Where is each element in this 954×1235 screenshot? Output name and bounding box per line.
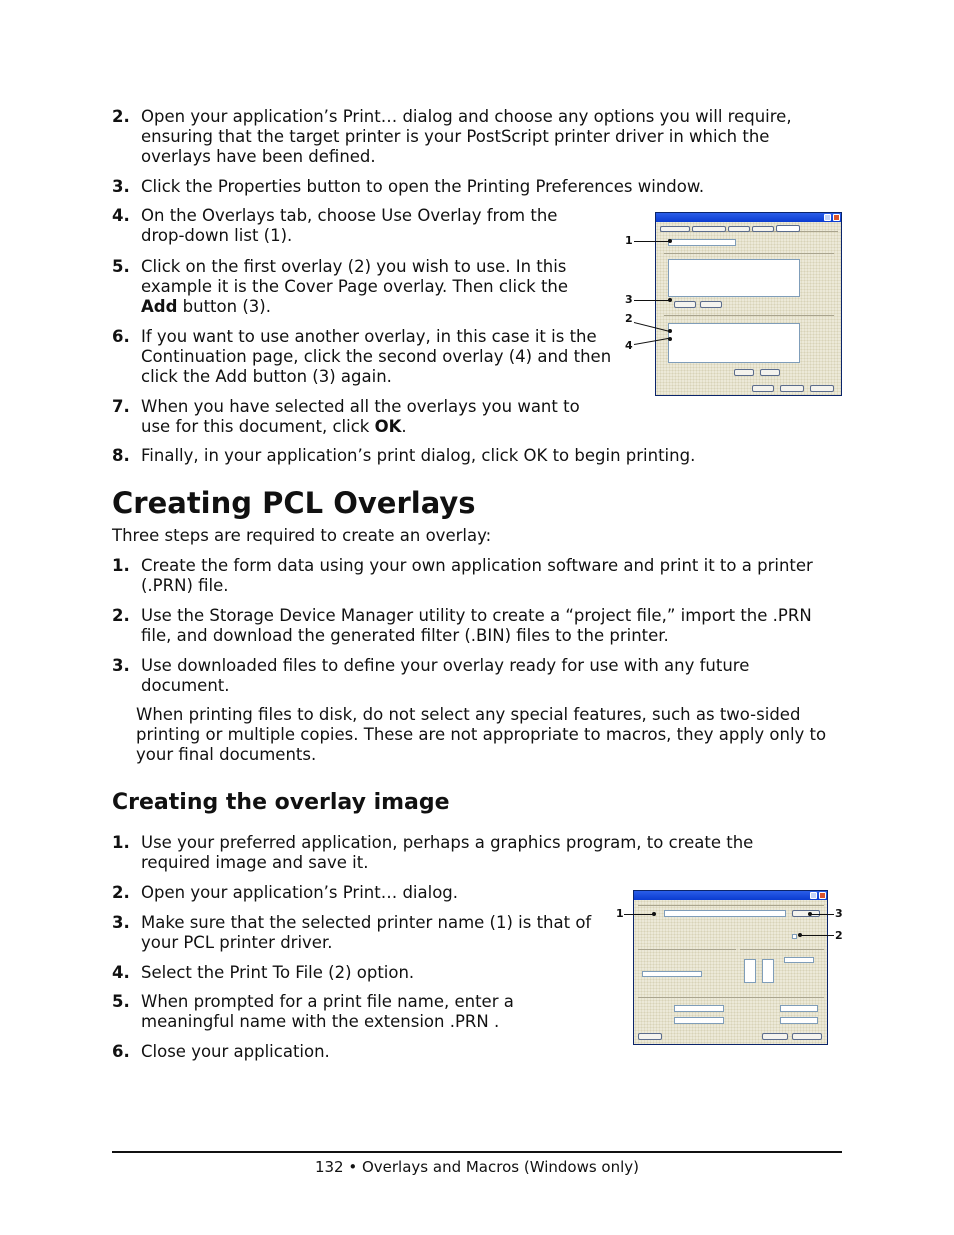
callout-label: 2 xyxy=(835,929,843,942)
cancel-button xyxy=(780,385,804,392)
group-divider xyxy=(638,949,736,950)
step-text: Use the Storage Device Manager utility to create a “project file,” import the .PRN file, and download the generated filter (.BIN) files to the printer. xyxy=(141,606,812,645)
collate-icon xyxy=(762,959,774,983)
group-divider xyxy=(638,905,824,906)
tab-layout xyxy=(660,226,690,232)
printing-preferences-screenshot xyxy=(620,210,845,398)
callout-label: 3 xyxy=(835,907,843,920)
list-item xyxy=(112,257,600,317)
section-heading: Creating PCL Overlays xyxy=(112,486,476,520)
callout-leader xyxy=(624,914,654,915)
step-text-part: button (3). xyxy=(177,297,271,316)
list-item xyxy=(112,833,824,873)
step-number: 1. xyxy=(112,556,130,575)
tab-options xyxy=(728,226,750,232)
step-number: 5. xyxy=(112,257,130,276)
callout-dot xyxy=(808,912,812,916)
callout-leader xyxy=(634,300,670,301)
pages-per-sheet-dropdown xyxy=(780,1005,818,1012)
callout-label: 4 xyxy=(625,339,633,352)
list-item xyxy=(112,656,824,696)
list-item xyxy=(112,397,604,437)
ok-button xyxy=(752,385,774,392)
callout-dot xyxy=(652,912,656,916)
step-number: 8. xyxy=(112,446,130,465)
list-item xyxy=(112,177,824,197)
page-footer: 132 • Overlays and Macros (Windows only) xyxy=(314,1158,640,1176)
callout-leader xyxy=(800,935,834,936)
step-number: 2. xyxy=(112,107,130,126)
group-divider xyxy=(638,997,824,998)
print-dropdown xyxy=(674,1017,724,1024)
tab-printing xyxy=(776,225,800,232)
step-text xyxy=(141,397,604,437)
footer-divider xyxy=(112,1151,842,1153)
step-text: If you want to use another overlay, in this case it is the Continuation page, click the second overlay (4) and then click the Add button (3) again. xyxy=(141,327,612,386)
options-button xyxy=(638,1033,662,1040)
group-divider xyxy=(664,253,834,254)
step-text: Create the form data using your own application software and print it to a printer (.PRN) file. xyxy=(141,556,813,595)
step-text-part: . xyxy=(401,417,407,436)
dialog-titlebar xyxy=(634,891,827,900)
step-number: 5. xyxy=(112,992,130,1011)
add-button xyxy=(674,301,696,308)
list-item xyxy=(112,556,842,596)
step-text: Select the Print To File (2) option. xyxy=(141,963,415,982)
step-text-part: When you have selected all the overlays you want to use for this document, click xyxy=(141,397,580,436)
callout-dot xyxy=(668,239,672,243)
step-text: Open your application’s Print… dialog and choose any options you will require, ensuring that the target printer is your PostScript printer driver in which the overlays have been defined. xyxy=(141,107,792,166)
step-number: 6. xyxy=(112,1042,130,1061)
help-icon xyxy=(810,892,817,899)
close-icon xyxy=(833,214,840,221)
step-text: Open your application’s Print… dialog. xyxy=(141,883,459,902)
close-icon xyxy=(819,892,826,899)
list-item xyxy=(112,606,842,646)
step-text: Use your preferred application, perhaps a graphics program, to create the required image and save it. xyxy=(141,833,754,872)
print-to-file-checkbox xyxy=(792,934,797,939)
step-text-bold: OK xyxy=(374,417,402,436)
callout-leader xyxy=(634,241,670,242)
step-number: 1. xyxy=(112,833,130,852)
scale-dropdown xyxy=(780,1017,818,1024)
step-number: 4. xyxy=(112,206,130,225)
note-paragraph: When printing files to disk, do not select any special features, such as two-sided printing or multiple copies. These are not appropriate to macros, they apply only to your final documents. xyxy=(136,705,827,764)
dialog-titlebar xyxy=(656,213,841,222)
dialog-window xyxy=(655,212,842,396)
list-item xyxy=(112,1042,592,1062)
use-overlay-dropdown xyxy=(668,239,736,246)
dialog-window xyxy=(633,890,828,1045)
step-text: On the Overlays tab, choose Use Overlay from the drop-down list (1). xyxy=(141,206,558,245)
new-button xyxy=(734,369,754,376)
list-item xyxy=(112,446,824,466)
step-text: When prompted for a print file name, enter a meaningful name with the extension .PRN . xyxy=(141,992,514,1031)
callout-label: 2 xyxy=(625,312,633,325)
pages-field xyxy=(642,971,702,977)
step-text-bold: Add xyxy=(141,297,178,316)
subsection-heading: Creating the overlay image xyxy=(112,790,450,815)
list-item xyxy=(112,963,592,983)
group-divider xyxy=(664,315,834,316)
overlay-list-defined xyxy=(668,259,800,297)
apply-button xyxy=(810,385,834,392)
step-number: 3. xyxy=(112,177,130,196)
step-number: 2. xyxy=(112,883,130,902)
edit-button xyxy=(760,369,780,376)
print-what-dropdown xyxy=(674,1005,724,1012)
step-text: Use downloaded files to define your overlay ready for use with any future document. xyxy=(141,656,750,695)
ok-button xyxy=(762,1033,788,1040)
list-item xyxy=(112,206,586,246)
step-number: 4. xyxy=(112,963,130,982)
print-dialog-screenshot xyxy=(614,888,846,1048)
cancel-button xyxy=(792,1033,822,1040)
remove-button xyxy=(700,301,722,308)
group-divider xyxy=(740,949,824,950)
step-text-part: Click on the first overlay (2) you wish to use. In this example it is the Cover Page overlay. Then click the xyxy=(141,257,569,296)
callout-dot xyxy=(668,337,672,341)
callout-dot xyxy=(798,933,802,937)
tab-overlays xyxy=(752,226,774,232)
callout-label: 1 xyxy=(616,907,624,920)
step-number: 2. xyxy=(112,606,130,625)
list-item xyxy=(112,883,592,903)
callout-leader xyxy=(810,914,834,915)
overlay-list-active xyxy=(668,323,800,363)
collate-icon xyxy=(744,959,756,983)
callout-dot xyxy=(668,298,672,302)
callout-label: 3 xyxy=(625,293,633,306)
list-item xyxy=(112,107,824,167)
step-number: 6. xyxy=(112,327,130,346)
step-text: Close your application. xyxy=(141,1042,330,1061)
copies-field xyxy=(784,957,814,963)
list-item xyxy=(112,327,616,387)
step-number: 3. xyxy=(112,656,130,675)
list-item xyxy=(112,913,608,953)
tab-paper-quality xyxy=(692,226,726,232)
step-text: Make sure that the selected printer name (1) is that of your PCL printer driver. xyxy=(141,913,592,952)
printer-name-dropdown xyxy=(664,910,786,917)
step-text xyxy=(141,257,600,317)
callout-label: 1 xyxy=(625,234,633,247)
step-text: Finally, in your application’s print dialog, click OK to begin printing. xyxy=(141,446,696,465)
step-number: 7. xyxy=(112,397,130,416)
list-item xyxy=(112,992,552,1032)
step-text: Click the Properties button to open the Printing Preferences window. xyxy=(141,177,705,196)
section-intro: Three steps are required to create an overlay: xyxy=(112,526,492,545)
callout-dot xyxy=(668,329,672,333)
step-number: 3. xyxy=(112,913,130,932)
help-icon xyxy=(824,214,831,221)
